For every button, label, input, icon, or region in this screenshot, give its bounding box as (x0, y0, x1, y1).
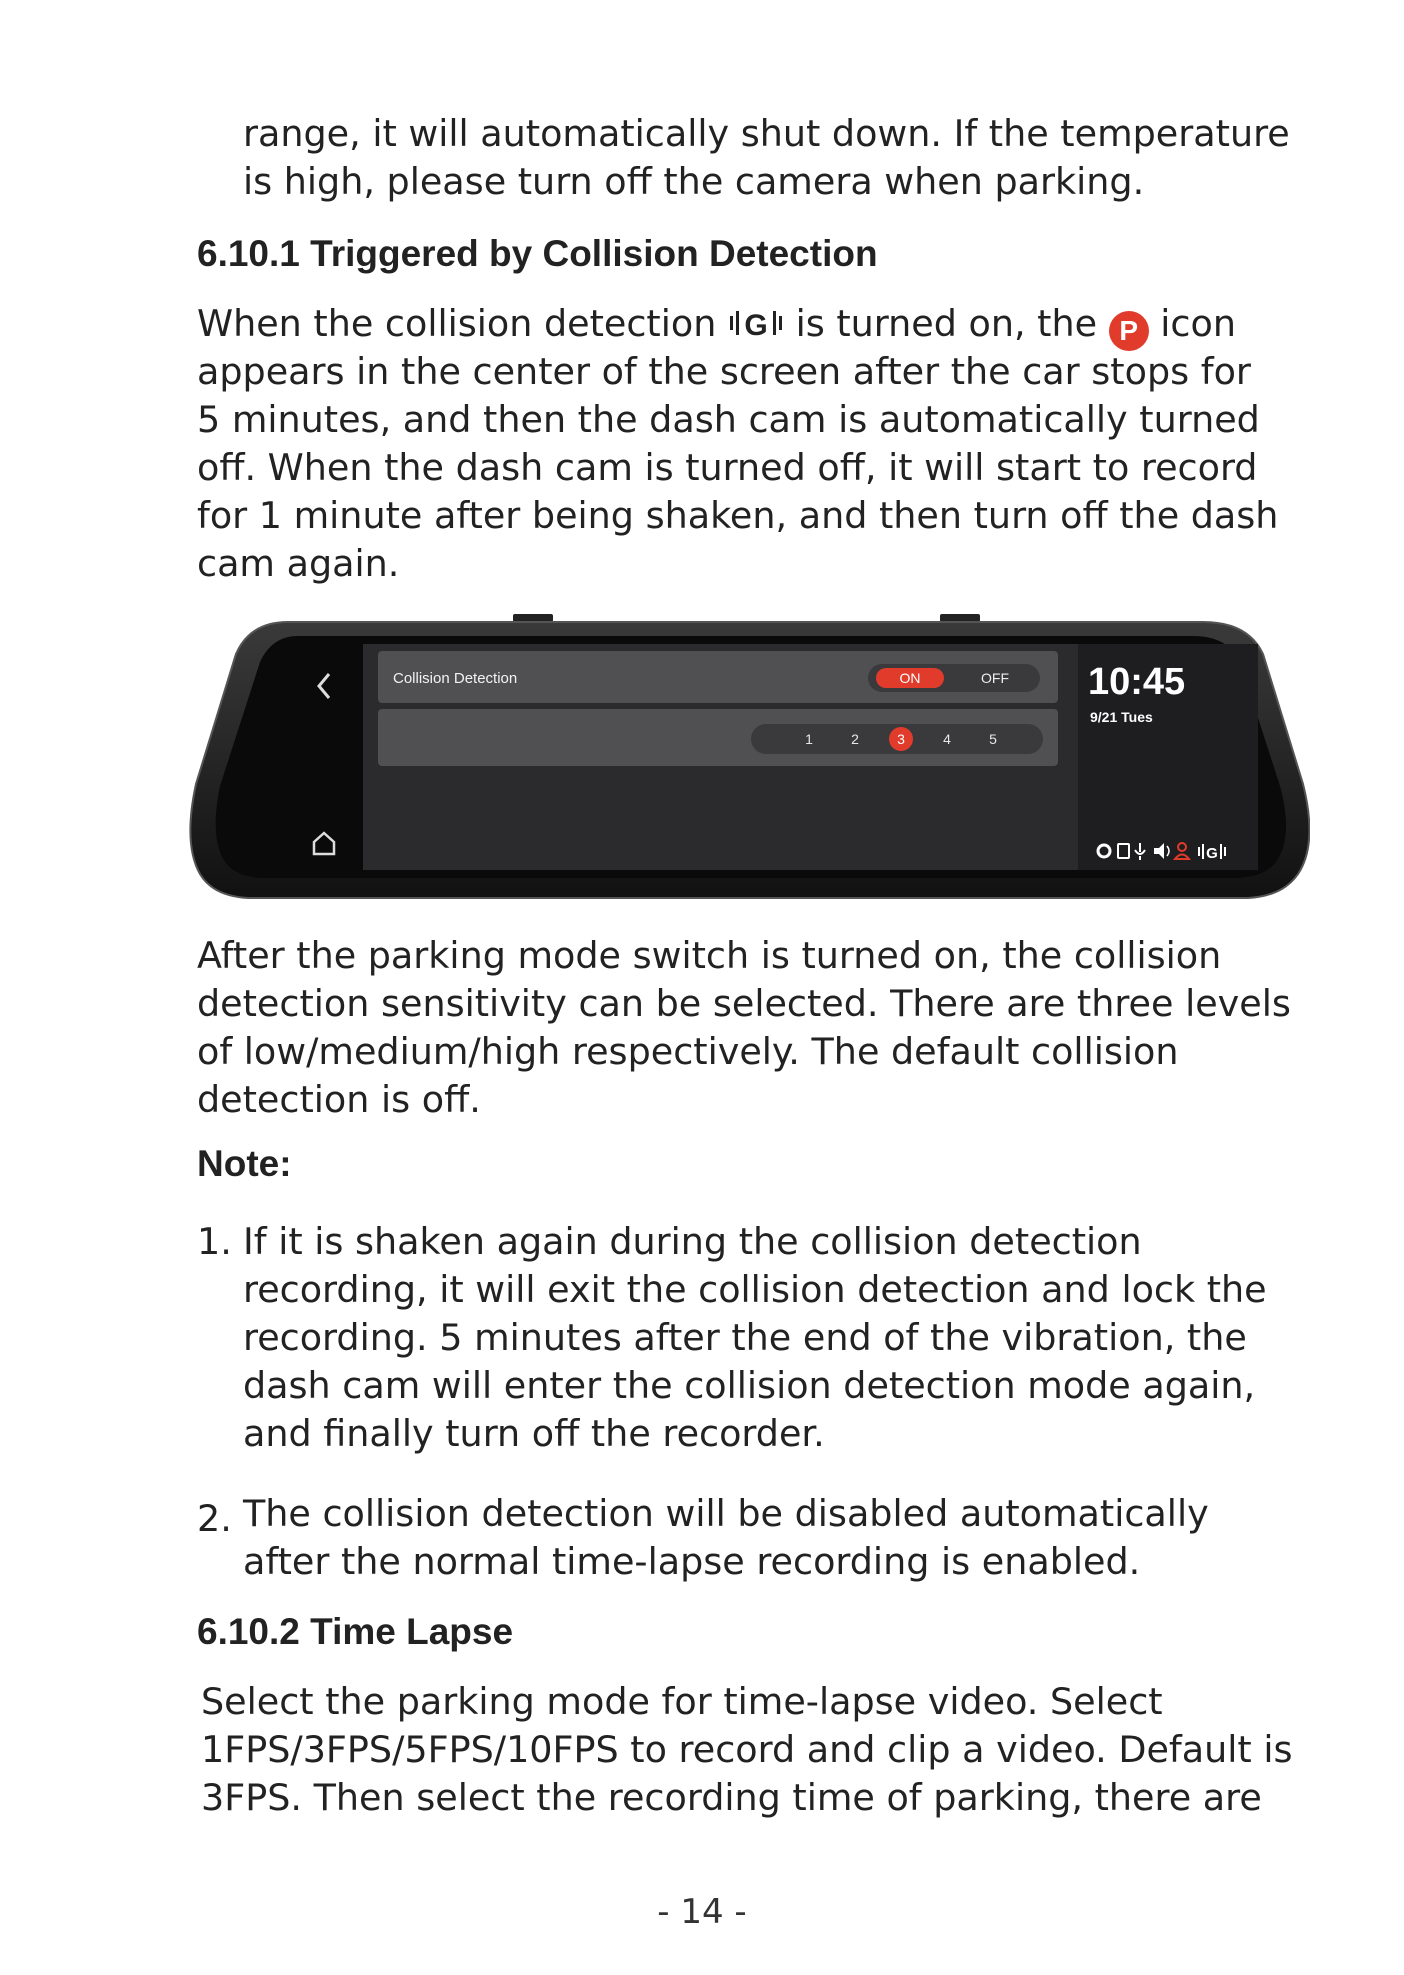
note-heading: Note: (197, 1143, 292, 1184)
paragraph-line: Select the parking mode for time-lapse video. Select (201, 1680, 1163, 1723)
note-item-line: and finally turn off the recorder. (243, 1412, 825, 1455)
note-item-line: recording, it will exit the collision detection and lock the (243, 1268, 1267, 1311)
collision-detection-label: Collision Detection (393, 670, 518, 687)
svg-text:G: G (744, 309, 768, 340)
note-item-line: dash cam will enter the collision detection mode again, (243, 1364, 1256, 1407)
sensitivity-level-4[interactable]: 4 (943, 731, 951, 747)
paragraph-line: detection is off. (197, 1078, 481, 1121)
svg-text:G: G (1206, 845, 1218, 862)
clock-date: 9/21 Tues (1090, 709, 1153, 725)
paragraph-line: After the parking mode switch is turned on, the collision (197, 934, 1222, 977)
parking-p-icon: P (1109, 311, 1149, 351)
note-item-line: after the normal time-lapse recording is enabled. (243, 1540, 1141, 1583)
paragraph-line: appears in the center of the screen after the car stops for (197, 350, 1251, 393)
device-top-button (940, 614, 980, 622)
device-top-button (513, 614, 553, 622)
paragraph-line: 3FPS. Then select the recording time of parking, there are (201, 1776, 1262, 1819)
paragraph-line: 5 minutes, and then the dash cam is automatically turned (197, 398, 1260, 441)
section-heading-collision: 6.10.1 Triggered by Collision Detection (197, 233, 878, 274)
clock-time: 10:45 (1088, 661, 1186, 703)
sensitivity-level-3[interactable]: 3 (897, 731, 905, 747)
note-item-line: If it is shaken again during the collision detection (243, 1220, 1142, 1263)
sensitivity-level-5[interactable]: 5 (989, 731, 997, 747)
paragraph-line: cam again. (197, 542, 400, 585)
intro-line-2: is high, please turn off the camera when parking. (243, 160, 1145, 203)
paragraph-text: When the collision detection (197, 302, 717, 345)
sensitivity-level-1[interactable]: 1 (805, 731, 813, 747)
intro-line-1: range, it will automatically shut down. If the temperature (243, 112, 1290, 155)
paragraph-line: detection sensitivity can be selected. There are three levels (197, 982, 1291, 1025)
toggle-on-label: ON (899, 670, 921, 686)
section-heading-time-lapse: 6.10.2 Time Lapse (197, 1611, 514, 1652)
toggle-off-label[interactable]: OFF (981, 670, 1009, 686)
page-number: - 14 - (657, 1892, 747, 1932)
paragraph-text: icon (1160, 302, 1236, 345)
paragraph-text: is turned on, the (795, 302, 1098, 345)
paragraph-line (197, 300, 1236, 353)
note-item-number: 1. (197, 1220, 232, 1263)
paragraph-line: for 1 minute after being shaken, and then turn off the dash (197, 494, 1279, 537)
note-item-line: recording. 5 minutes after the end of the vibration, the (243, 1316, 1247, 1359)
paragraph-line: of low/medium/high respectively. The default collision (197, 1030, 1179, 1073)
dashcam-mirror-illustration (188, 614, 1310, 906)
paragraph-line: 1FPS/3FPS/5FPS/10FPS to record and clip a video. Default is (201, 1728, 1293, 1771)
note-item-line: The collision detection will be disabled automatically (243, 1492, 1209, 1535)
sensitivity-level-2[interactable]: 2 (851, 731, 859, 747)
note-item-number: 2. (197, 1497, 232, 1540)
paragraph-line: off. When the dash cam is turned off, it will start to record (197, 446, 1258, 489)
collision-g-sensor-icon (728, 304, 784, 353)
